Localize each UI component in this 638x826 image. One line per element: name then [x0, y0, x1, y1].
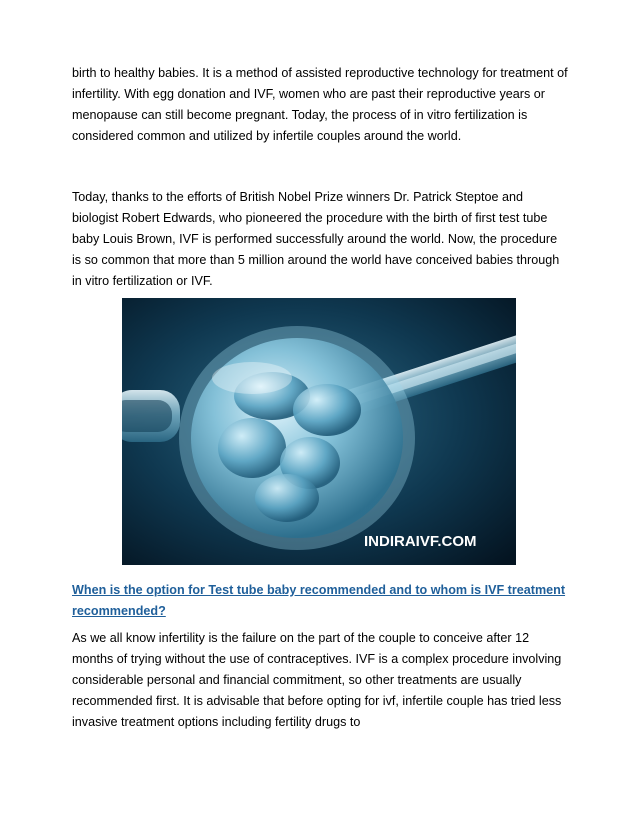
holding-pipette — [122, 390, 180, 442]
section-heading-link[interactable]: When is the option for Test tube baby recommended and to whom is IVF treatment recommended? — [72, 583, 566, 618]
image-watermark: INDIRAIVF.COM — [364, 533, 477, 550]
paragraph-ivf-overview: birth to healthy babies. It is a method of assisted reproductive technology for treatment of infertility. With egg donation and IVF, women who are past their reproductive years or menopause can still become pregnant. Today, the process of in vitro fertilization is considered common and utilized by infertile couples around the world. — [72, 66, 568, 143]
embryo-cell — [179, 326, 415, 550]
embryo-illustration — [122, 298, 516, 565]
embryo-ivf-image — [122, 298, 516, 565]
paragraph-ivf-history: Today, thanks to the efforts of British Nobel Prize winners Dr. Patrick Steptoe and biologist Robert Edwards, who pioneered the procedure with the birth of first test tube baby Louis Brown, IVF is performed successfully around the world. Now, the procedure is so common that more than 5 million around the world have conceived babies through in vitro fertilization or IVF. — [72, 190, 560, 288]
paragraph-infertility: As we all know infertility is the failure on the part of the couple to conceive after 12 months of trying without the use of contraceptives. IVF is a complex procedure involving considerable personal and financial commitment, so other treatments are usually recommended first. It is advisable that before opting for ivf, infertile couple has tried less invasive treatment options including fertility drugs to — [72, 631, 562, 729]
